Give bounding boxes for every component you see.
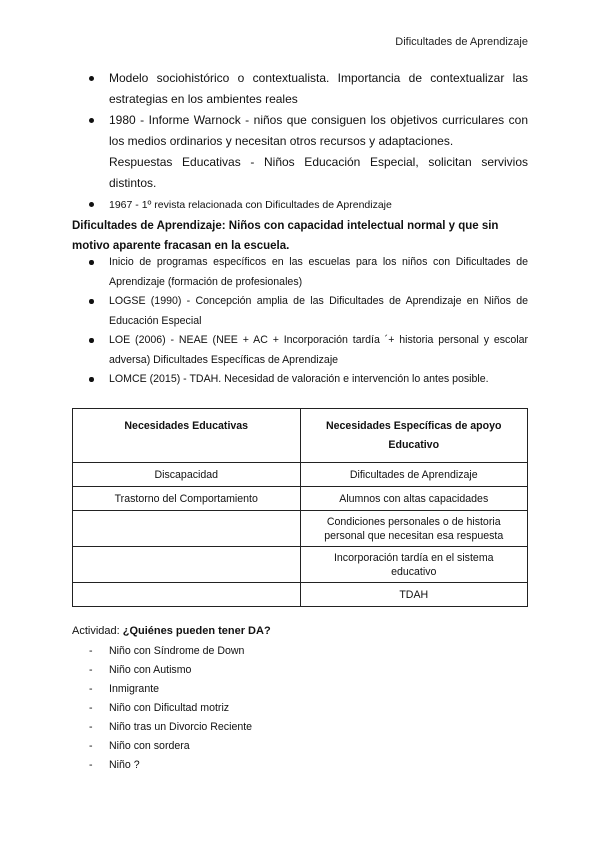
list-item (72, 370, 528, 390)
table-header-row (73, 409, 528, 463)
dash-marker: - (89, 740, 93, 752)
table-row (73, 583, 528, 607)
table-cell: TDAH (300, 583, 528, 607)
list-item-text: Inicio de programas específicos en las escuelas para los niños con Dificultades de Aprendizaje (formación de profesionales) (109, 256, 528, 288)
bullet-icon (89, 299, 94, 304)
list-item-text: 1980 - Informe Warnock - niños que consiguen los objetivos curriculares con los medios ordinarios y necesitan otros recursos y adaptaciones. (109, 113, 528, 148)
list-item-text: Niño con Autismo (109, 664, 192, 676)
dash-marker: - (89, 645, 93, 657)
list-item-text: Niño ? (109, 759, 140, 771)
activity-line (72, 625, 271, 637)
list-item (72, 68, 528, 110)
bullet-icon (89, 260, 94, 265)
table-row (73, 547, 528, 583)
dash-marker: - (89, 683, 93, 695)
bullet-icon (89, 202, 94, 207)
list-item (72, 699, 372, 718)
table-cell (73, 583, 301, 607)
needs-table (72, 408, 528, 607)
list-item-text: LOGSE (1990) - Concepción amplia de las Dificultades de Aprendizaje en Niños de Educación Especial (109, 295, 528, 327)
dash-marker: - (89, 702, 93, 714)
table-cell (73, 511, 301, 547)
list-item (72, 718, 372, 737)
list-item (72, 331, 528, 370)
table-row (73, 487, 528, 511)
list-item-text: LOE (2006) - NEAE (NEE + AC + Incorporación tardía ´+ historia personal y escolar adversa) Dificultades Específicas de Aprendizaje (109, 334, 528, 366)
dash-list-candidates (72, 642, 372, 775)
table-header-cell: Necesidades Educativas (73, 409, 301, 463)
bullet-icon (89, 338, 94, 343)
list-item (72, 110, 528, 152)
table-cell (73, 547, 301, 583)
table-cell: Trastorno del Comportamiento (73, 487, 301, 511)
list-item-text: 1967 - 1º revista relacionada con Dificultades de Aprendizaje (109, 199, 392, 211)
table-header-cell: Necesidades Específicas de apoyo Educativo (300, 409, 528, 463)
list-item-text: Modelo sociohistórico o contextualista. Importancia de contextualizar las estrategias en los ambientes reales (109, 71, 528, 106)
table-row (73, 463, 528, 487)
table-cell: Discapacidad (73, 463, 301, 487)
table-cell: Dificultades de Aprendizaje (300, 463, 528, 487)
table-cell: Condiciones personales o de historia personal que necesitan esa respuesta (300, 511, 528, 547)
list-item (72, 292, 528, 331)
definition-heading: Dificultades de Aprendizaje: Niños con capacidad intelectual normal y que sin motivo aparente fracasan en la escuela. (72, 220, 499, 252)
list-item (72, 253, 528, 292)
list-item-text: LOMCE (2015) - TDAH. Necesidad de valoración e intervención lo antes posible. (109, 373, 489, 385)
list-item-continuation: Respuestas Educativas - Niños Educación Especial, solicitan servivios distintos. (109, 155, 528, 190)
list-item-text: Inmigrante (109, 683, 160, 695)
bullet-list-intro (72, 68, 528, 216)
dash-marker: - (89, 721, 93, 733)
list-item (72, 642, 372, 661)
bullet-icon (89, 76, 94, 81)
list-item (72, 194, 528, 216)
activity-label: Actividad: (72, 625, 123, 637)
list-item-text: Niño con Dificultad motriz (109, 702, 230, 714)
list-item-text: Niño tras un Divorcio Reciente (109, 721, 253, 733)
table-cell: Incorporación tardía en el sistema educativo (300, 547, 528, 583)
list-item (72, 661, 372, 680)
page-header: Dificultades de Aprendizaje (395, 36, 528, 48)
activity-question: ¿Quiénes pueden tener DA? (122, 625, 271, 637)
dash-marker: - (89, 664, 93, 676)
list-item (72, 737, 372, 756)
table-row (73, 511, 528, 547)
bullet-icon (89, 377, 94, 382)
list-item (72, 680, 372, 699)
table-cell: Alumnos con altas capacidades (300, 487, 528, 511)
list-item (72, 756, 372, 775)
list-item-text: Niño con sordera (109, 740, 190, 752)
bullet-icon (89, 118, 94, 123)
dash-marker: - (89, 759, 93, 771)
bullet-list-legislation (72, 253, 528, 390)
list-item-text: Niño con Síndrome de Down (109, 645, 245, 657)
